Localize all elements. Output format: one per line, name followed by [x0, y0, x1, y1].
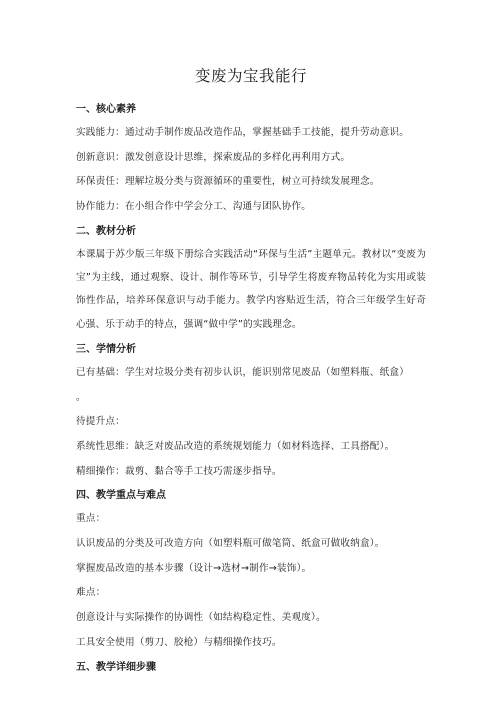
section-heading: 五、教学详细步骤 [76, 661, 156, 673]
body-line: 认识废品的分类及可改造方向（如塑料瓶可做笔筒、纸盒可做收纳盒）。 [76, 538, 385, 550]
body-line: 精细操作：裁剪、黏合等手工技巧需逐步指导。 [76, 465, 282, 477]
body-line: 工具安全使用（剪刀、胶枪）与精细操作技巧。 [76, 636, 282, 648]
body-line: 。 [76, 391, 86, 403]
section-heading: 三、学情分析 [76, 343, 136, 355]
section-heading: 二、教材分析 [76, 225, 136, 237]
body-line: 待提升点： [76, 416, 125, 428]
body-paragraph: 本课属于苏少版三年级下册综合实践活动“环保与生活”主题单元。教材以“变废为宝”为主线，通过观察、设计、制作等环节，引导学生将废弃物品转化为实用或装饰性作品，培养环保意识与动手能力。教学内容贴近生活，符合三年级学生好奇心强、乐于动手的特点，强调“做中学”的实践理念。 [76, 248, 426, 330]
body-line: 掌握废品改造的基本步骤（设计→选材→制作→装饰）。 [76, 562, 312, 574]
body-line: 已有基础：学生对垃圾分类有初步认识，能识别常见废品（如塑料瓶、纸盒） [76, 366, 409, 378]
body-line: 重点： [76, 513, 106, 525]
body-line: 协作能力：在小组合作中学会分工、沟通与团队协作。 [76, 201, 312, 213]
section-heading: 四、教学重点与难点 [76, 490, 166, 502]
body-line: 实践能力：通过动手制作废品改造作品，掌握基础手工技能，提升劳动意识。 [76, 127, 409, 138]
body-line: 环保责任：理解垃圾分类与资源循环的重要性，树立可持续发展理念。 [76, 176, 380, 188]
document-title: 变废为宝我能行 [194, 67, 307, 85]
body-line: 创新意识：激发创意设计思维，探索废品的多样化再利用方式。 [76, 151, 351, 163]
section-heading: 一、核心素养 [76, 104, 136, 115]
body-line: 系统性思维：缺乏对废品改造的系统规划能力（如材料选择、工具搭配）。 [76, 441, 395, 452]
body-line: 创意设计与实际操作的协调性（如结构稳定性、美观度）。 [76, 612, 326, 624]
body-line: 难点： [76, 587, 106, 599]
